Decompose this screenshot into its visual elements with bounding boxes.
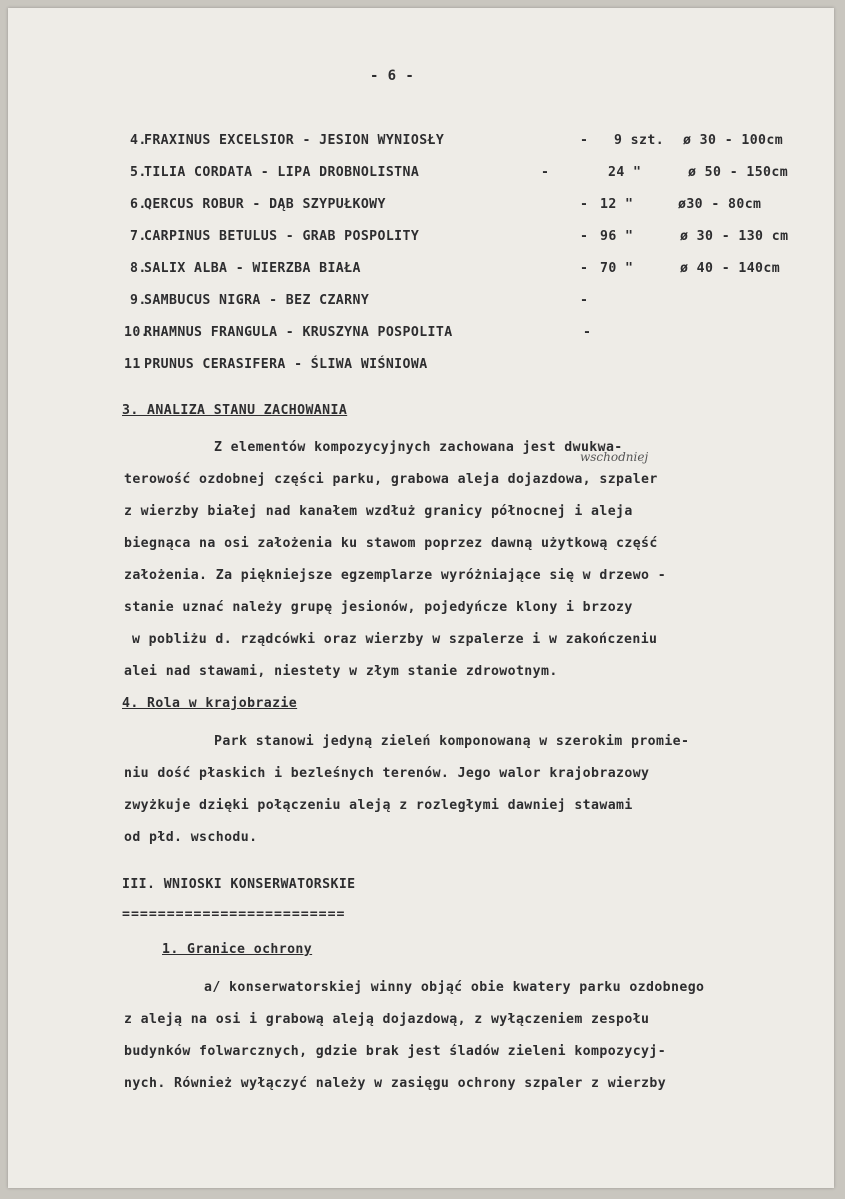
species-dash: - (580, 133, 589, 148)
species-quantity: 9 szt. (614, 133, 665, 148)
paragraph-line: alei nad stawami, niestety w złym stanie zdrowotnym. (124, 664, 558, 679)
paragraph-line: zwyżkuje dzięki połączeniu aleją z rozległymi dawniej stawami (124, 798, 633, 813)
species-dash: - (580, 197, 589, 212)
species-dash: - (580, 229, 589, 244)
species-number: 4. (130, 133, 147, 148)
subheading-boundaries: 1. Granice ochrony (162, 942, 313, 957)
species-name: QERCUS ROBUR - DĄB SZYPUŁKOWY (144, 197, 386, 212)
species-number: 7. (130, 229, 147, 244)
species-dash: - (580, 293, 589, 308)
species-quantity: 24 " (608, 165, 642, 180)
paragraph-line: a/ konserwatorskiej winny objąć obie kwatery parku ozdobnego (204, 980, 705, 995)
species-diameter: ø 30 - 100cm (683, 133, 784, 148)
species-name: FRAXINUS EXCELSIOR - JESION WYNIOSŁY (144, 133, 445, 148)
paragraph-line: w pobliżu d. rządcówki oraz wierzby w szpalerze i w zakończeniu (132, 632, 658, 647)
paragraph-line: terowość ozdobnej części parku, grabowa aleja dojazdowa, szpaler (124, 472, 658, 487)
species-number: 11 (124, 357, 141, 372)
species-dash: - (541, 165, 550, 180)
species-name: SALIX ALBA - WIERZBA BIAŁA (144, 261, 361, 276)
paragraph-line: biegnąca na osi założenia ku stawom poprzez dawną użytkową część (124, 536, 658, 551)
paragraph-line: z aleją na osi i grabową aleją dojazdową, z wyłączeniem zespołu (124, 1012, 650, 1027)
species-dash: - (583, 325, 592, 340)
paragraph-line: z wierzby białej nad kanałem wzdłuż granicy północnej i aleja (124, 504, 633, 519)
species-name: PRUNUS CERASIFERA - ŚLIWA WIŚNIOWA (144, 357, 428, 372)
species-diameter: ø 40 - 140cm (680, 261, 781, 276)
section-heading-conclusions: III. WNIOSKI KONSERWATORSKIE (122, 877, 356, 892)
paragraph-line: Z elementów kompozycyjnych zachowana jest dwukwa- (214, 440, 623, 455)
paragraph-line: nych. Również wyłączyć należy w zasięgu ochrony szpaler z wierzby (124, 1076, 667, 1091)
species-quantity: 96 " (600, 229, 634, 244)
paragraph-line: założenia. Za piękniejsze egzemplarze wyróżniające się w drzewo - (124, 568, 667, 583)
double-rule: ========================= (122, 907, 346, 922)
species-name: TILIA CORDATA - LIPA DROBNOLISTNA (144, 165, 420, 180)
species-quantity: 12 " (600, 197, 634, 212)
paragraph-line: budynków folwarcznych, gdzie brak jest śladów zieleni kompozycyj- (124, 1044, 667, 1059)
species-diameter: ø 50 - 150cm (688, 165, 789, 180)
species-diameter: ø 30 - 130 cm (680, 229, 789, 244)
species-number: 8. (130, 261, 147, 276)
document-page (8, 8, 834, 1188)
section-heading-analysis: 3. ANALIZA STANU ZACHOWANIA (122, 403, 348, 418)
paragraph-line: Park stanowi jedyną zieleń komponowaną w szerokim promie- (214, 734, 690, 749)
species-number: 9. (130, 293, 147, 308)
species-name: SAMBUCUS NIGRA - BEZ CZARNY (144, 293, 370, 308)
page-number: - 6 - (370, 68, 415, 84)
species-number: 10. (124, 325, 150, 340)
section-heading-landscape: 4. Rola w krajobrazie (122, 696, 298, 711)
paragraph-line: od płd. wschodu. (124, 830, 258, 845)
species-dash: - (580, 261, 589, 276)
species-number: 5. (130, 165, 147, 180)
species-diameter: ø30 - 80cm (678, 197, 762, 212)
species-number: 6. (130, 197, 147, 212)
paragraph-line: niu dość płaskich i bezleśnych terenów. Jego walor krajobrazowy (124, 766, 650, 781)
species-quantity: 70 " (600, 261, 634, 276)
species-name: RHAMNUS FRANGULA - KRUSZYNA POSPOLITA (144, 325, 453, 340)
species-name: CARPINUS BETULUS - GRAB POSPOLITY (144, 229, 420, 244)
paragraph-line: stanie uznać należy grupę jesionów, pojedyńcze klony i brzozy (124, 600, 633, 615)
handwritten-note: wschodniej (580, 450, 649, 464)
